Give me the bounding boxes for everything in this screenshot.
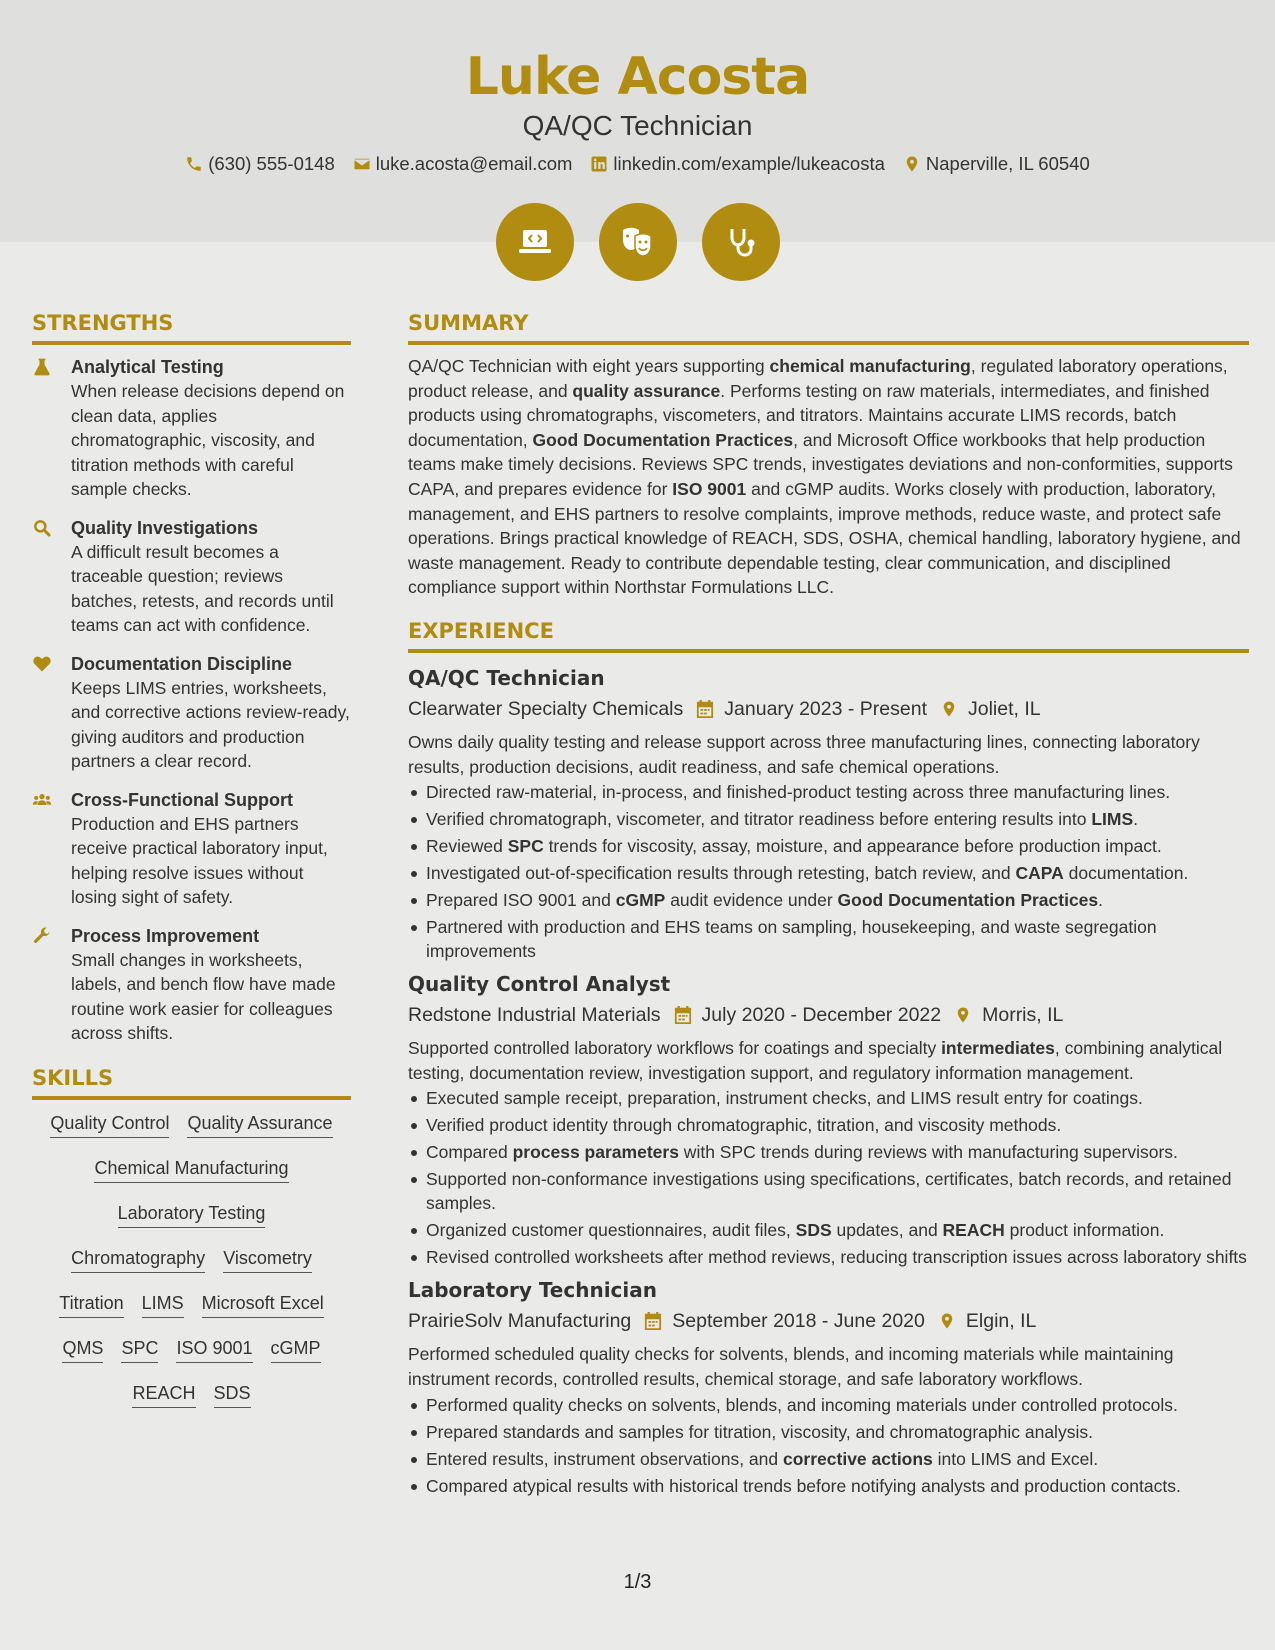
strength-desc: Production and EHS partners receive practical laboratory input, helping resolve issues without losing sight of safety.: [71, 813, 328, 907]
job-bullets: [408, 1086, 1249, 1269]
job-desc-text: Performed scheduled quality checks for solvents, blends, and incoming materials while maintaining instrument records, controlled results, chemical storage, and safe laboratory workflows.: [408, 1344, 1174, 1389]
location-text: Naperville, IL 60540: [925, 153, 1090, 174]
job-dates: January 2023 - Present: [724, 697, 927, 720]
bullet-text: Executed sample receipt, preparation, instrument checks, and LIMS result entry for coatings.: [426, 1088, 1143, 1109]
wrench-icon: [32, 926, 54, 948]
job-desc-bold: intermediates: [941, 1038, 1055, 1059]
skill-tag: REACH: [132, 1380, 195, 1408]
job-entry: [408, 663, 1249, 963]
skill-row: [32, 1290, 351, 1335]
strength-desc: A difficult result becomes a traceable question; reviews batches, retests, and records until teams can act with confidence.: [71, 541, 334, 635]
bullet-bold: process parameters: [512, 1142, 679, 1163]
summary-text: and cGMP audits. Works closely with production, laboratory, management, and EHS partners to resolve complaints, improve methods, reduce waste, and protect safe operations. Brings practical knowledge of REACH, SDS, OSHA, chemical handling, laboratory hygiene, and waste management. Ready to contribute dependable testing, clear communication, and disciplined compliance support within Northstar Formulations LLC.: [408, 478, 1241, 598]
calendar-icon: [644, 1311, 662, 1331]
bullet-text: Prepared ISO 9001 and: [426, 890, 616, 911]
job-description: [408, 1036, 1249, 1085]
bullet-text: Organized customer questionnaires, audit files,: [426, 1220, 796, 1241]
strength-title: Process Improvement: [71, 925, 260, 946]
map-pin-icon: [938, 1311, 956, 1331]
stethoscope-icon: [702, 203, 780, 281]
map-pin-icon: [903, 155, 921, 173]
bullet-text: .: [1133, 809, 1139, 830]
strength-desc: When release decisions depend on clean data, applies chromatographic, viscosity, and titration methods with careful sample checks.: [71, 381, 345, 499]
job-company: PrairieSolv Manufacturing: [408, 1310, 632, 1333]
bullet-bold: SPC: [507, 836, 544, 857]
list-item: [408, 1086, 1249, 1110]
skill-tag: LIMS: [142, 1290, 184, 1318]
bullet-bold: CAPA: [1015, 863, 1064, 884]
bullet-text: Compared atypical results with historical trends before notifying analysts and production contacts.: [426, 1475, 1181, 1496]
heart-icon: [32, 654, 54, 676]
laptop-code-icon: [496, 203, 574, 281]
calendar-icon: [674, 1005, 692, 1025]
skill-tag: Chemical Manufacturing: [94, 1155, 288, 1183]
skill-tag: ISO 9001: [176, 1335, 252, 1363]
list-item: [408, 1167, 1249, 1215]
job-meta: [408, 693, 1249, 725]
skill-tag: cGMP: [271, 1335, 321, 1363]
list-item: [408, 1140, 1249, 1164]
job-company: Redstone Industrial Materials: [408, 1004, 661, 1027]
list-item: [408, 1245, 1249, 1269]
job-title: Quality Control Analyst: [408, 972, 671, 997]
flask-icon: [32, 357, 54, 379]
strength-item: [32, 516, 351, 638]
strength-title: Quality Investigations: [71, 517, 259, 538]
hobby-icons: [0, 203, 1275, 281]
map-pin-icon: [940, 699, 958, 719]
right-column: [408, 305, 1249, 1504]
experience-list: [408, 663, 1249, 1498]
job-title-heading: QA/QC Technician: [522, 110, 753, 141]
contact-bar: [0, 152, 1275, 176]
bullet-text: Verified product identity through chromatographic, titration, and viscosity methods.: [426, 1115, 1062, 1136]
contact-location: [903, 153, 1090, 175]
job-location: Joliet, IL: [967, 697, 1041, 720]
contact-linkedin[interactable]: [590, 153, 884, 175]
summary-bold: Good Documentation Practices: [532, 429, 794, 450]
bullet-text: Directed raw-material, in-process, and finished-product testing across three manufacturing lines.: [426, 782, 1171, 803]
job-desc-text: Owns daily quality testing and release support across three manufacturing lines, connecting laboratory results, production decisions, audit readiness, and safe chemical operations.: [408, 731, 1200, 777]
list-item: [408, 915, 1249, 963]
map-pin-icon: [954, 1005, 972, 1025]
strength-desc: Keeps LIMS entries, worksheets, and corrective actions review-ready, giving auditors and production partners a clear record.: [71, 677, 350, 771]
job-entry: [408, 969, 1249, 1269]
skill-tag: Chromatography: [71, 1245, 205, 1273]
theater-masks-icon: [599, 203, 677, 281]
job-title: QA/QC Technician: [408, 665, 605, 690]
bullet-bold: Good Documentation Practices: [837, 890, 1099, 911]
list-item: [408, 861, 1249, 885]
list-item: [408, 888, 1249, 912]
summary-text: . Performs testing on raw materials, intermediates, and finished products using chromatographs, viscometers, and titrators. Maintains accurate LIMS records, batch documentation,: [408, 380, 1210, 450]
phone-text: (630) 555-0148: [208, 153, 335, 174]
contact-email[interactable]: [353, 153, 573, 175]
skill-tag: Microsoft Excel: [202, 1290, 324, 1318]
skill-row: [32, 1155, 351, 1200]
skill-tag: QMS: [62, 1335, 103, 1363]
job-description: [408, 730, 1249, 779]
list-item: [408, 807, 1249, 831]
skill-tag: Quality Control: [50, 1110, 169, 1138]
summary-text: , and Microsoft Office workbooks that help production teams make timely decisions. Reviews SPC trends, investigates deviations and non-conformities, supports CAPA, and prepares evidence for: [408, 429, 1233, 499]
list-item: [408, 1474, 1249, 1498]
skills-section: [32, 1060, 351, 1425]
bullet-text: updates, and: [831, 1220, 943, 1241]
job-dates: July 2020 - December 2022: [701, 1004, 942, 1027]
list-item: [408, 1218, 1249, 1242]
bullet-bold: cGMP: [615, 890, 666, 911]
job-dates: September 2018 - June 2020: [672, 1310, 925, 1333]
job-description: [408, 1342, 1249, 1391]
strength-desc: Small changes in worksheets, labels, and bench flow have made routine work easier for colleagues across shifts.: [71, 949, 336, 1043]
job-bullets: [408, 1393, 1249, 1498]
skill-tag: Laboratory Testing: [118, 1200, 266, 1228]
job-company: Clearwater Specialty Chemicals: [408, 697, 684, 720]
bullet-text: with SPC trends during reviews with manufacturing supervisors.: [678, 1142, 1178, 1163]
summary-text: QA/QC Technician with eight years supporting: [408, 356, 770, 376]
bullet-text: Investigated out-of-specification results through retesting, batch review, and: [426, 863, 1016, 884]
skill-tag: Viscometry: [223, 1245, 312, 1273]
bullet-bold: corrective actions: [783, 1448, 933, 1469]
bullet-text: Partnered with production and EHS teams on sampling, housekeeping, and waste segregation improvements: [426, 917, 1157, 962]
strength-item: [32, 788, 351, 910]
job-title: Laboratory Technician: [408, 1278, 658, 1303]
job-entry: [408, 1275, 1249, 1497]
candidate-name: Luke Acosta: [465, 47, 810, 107]
strength-title: Analytical Testing: [71, 357, 224, 377]
email-text: luke.acosta@email.com: [375, 153, 573, 174]
linkedin-text: linkedin.com/example/lukeacosta: [613, 153, 885, 174]
skill-tag: SPC: [121, 1335, 158, 1363]
search-icon: [32, 518, 54, 540]
strengths-heading: STRENGTHS: [32, 305, 351, 345]
strength-item: [32, 652, 351, 774]
job-bullets: [408, 780, 1249, 963]
job-desc-text: , combining analytical testing, documentation review, investigation support, and regulatory information management.: [408, 1038, 1223, 1083]
bullet-bold: REACH: [942, 1220, 1005, 1241]
bullet-text: into LIMS and Excel.: [932, 1448, 1099, 1469]
bullet-text: Entered results, instrument observations, and: [426, 1448, 783, 1469]
skill-tag: Quality Assurance: [187, 1110, 332, 1138]
strength-item: [32, 355, 351, 502]
phone-icon: [185, 155, 203, 173]
bullet-bold: SDS: [795, 1220, 832, 1241]
skill-row: [32, 1380, 351, 1425]
skill-tag: Titration: [59, 1290, 123, 1318]
strength-title: Cross-Functional Support: [71, 789, 293, 810]
summary-heading: SUMMARY: [408, 305, 1249, 345]
job-meta: [408, 1305, 1249, 1337]
skill-row: [32, 1245, 351, 1290]
summary-bold: ISO 9001: [672, 478, 747, 499]
list-item: [408, 1447, 1249, 1471]
strength-title: Documentation Discipline: [71, 653, 293, 674]
skill-row: [32, 1110, 351, 1155]
bullet-text: Prepared standards and samples for titration, viscosity, and chromatographic analysis.: [426, 1421, 1093, 1442]
skills-list: [32, 1110, 351, 1425]
list-item: [408, 1393, 1249, 1417]
bullet-text: product information.: [1004, 1220, 1165, 1241]
bullet-text: Compared: [426, 1142, 513, 1163]
calendar-icon: [696, 699, 714, 719]
bullet-bold: LIMS: [1091, 809, 1134, 830]
job-location: Elgin, IL: [965, 1310, 1037, 1333]
job-location: Morris, IL: [982, 1004, 1064, 1027]
skills-heading: SKILLS: [32, 1060, 351, 1100]
strength-item: [32, 924, 351, 1046]
list-item: [408, 1420, 1249, 1444]
bullet-text: .: [1098, 890, 1104, 911]
job-desc-text: Supported controlled laboratory workflows for coatings and specialty: [408, 1038, 942, 1059]
list-item: [408, 834, 1249, 858]
experience-heading: EXPERIENCE: [408, 613, 1249, 653]
job-meta: [408, 999, 1249, 1031]
list-item: [408, 780, 1249, 804]
bullet-text: documentation.: [1063, 863, 1189, 884]
skill-row: [32, 1335, 351, 1380]
users-icon: [32, 790, 54, 812]
left-column: [32, 305, 351, 1425]
bullet-text: Supported non-conformance investigations using specifications, certificates, batch records, and retained samples.: [426, 1169, 1232, 1214]
skill-tag: SDS: [214, 1380, 251, 1408]
summary-bold: chemical manufacturing: [769, 356, 971, 376]
envelope-icon: [353, 155, 371, 173]
summary-text: , regulated laboratory operations, product release, and: [408, 356, 1228, 401]
contact-phone[interactable]: [185, 153, 335, 175]
bullet-text: Revised controlled worksheets after method reviews, reducing transcription issues across laboratory shifts: [426, 1247, 1247, 1268]
summary-bold: quality assurance: [572, 380, 721, 401]
bullet-text: Verified chromatograph, viscometer, and titrator readiness before entering results into: [426, 809, 1092, 830]
skill-row: [32, 1200, 351, 1245]
linkedin-icon: [590, 155, 608, 173]
bullet-text: trends for viscosity, assay, moisture, and appearance before production impact.: [543, 836, 1162, 857]
bullet-text: Reviewed: [426, 836, 508, 857]
bullet-text: audit evidence under: [665, 890, 838, 911]
page-number: 1/3: [623, 1571, 652, 1593]
list-item: [408, 1113, 1249, 1137]
bullet-text: Performed quality checks on solvents, blends, and incoming materials under controlled protocols.: [426, 1394, 1178, 1415]
summary-text: [408, 354, 1249, 600]
